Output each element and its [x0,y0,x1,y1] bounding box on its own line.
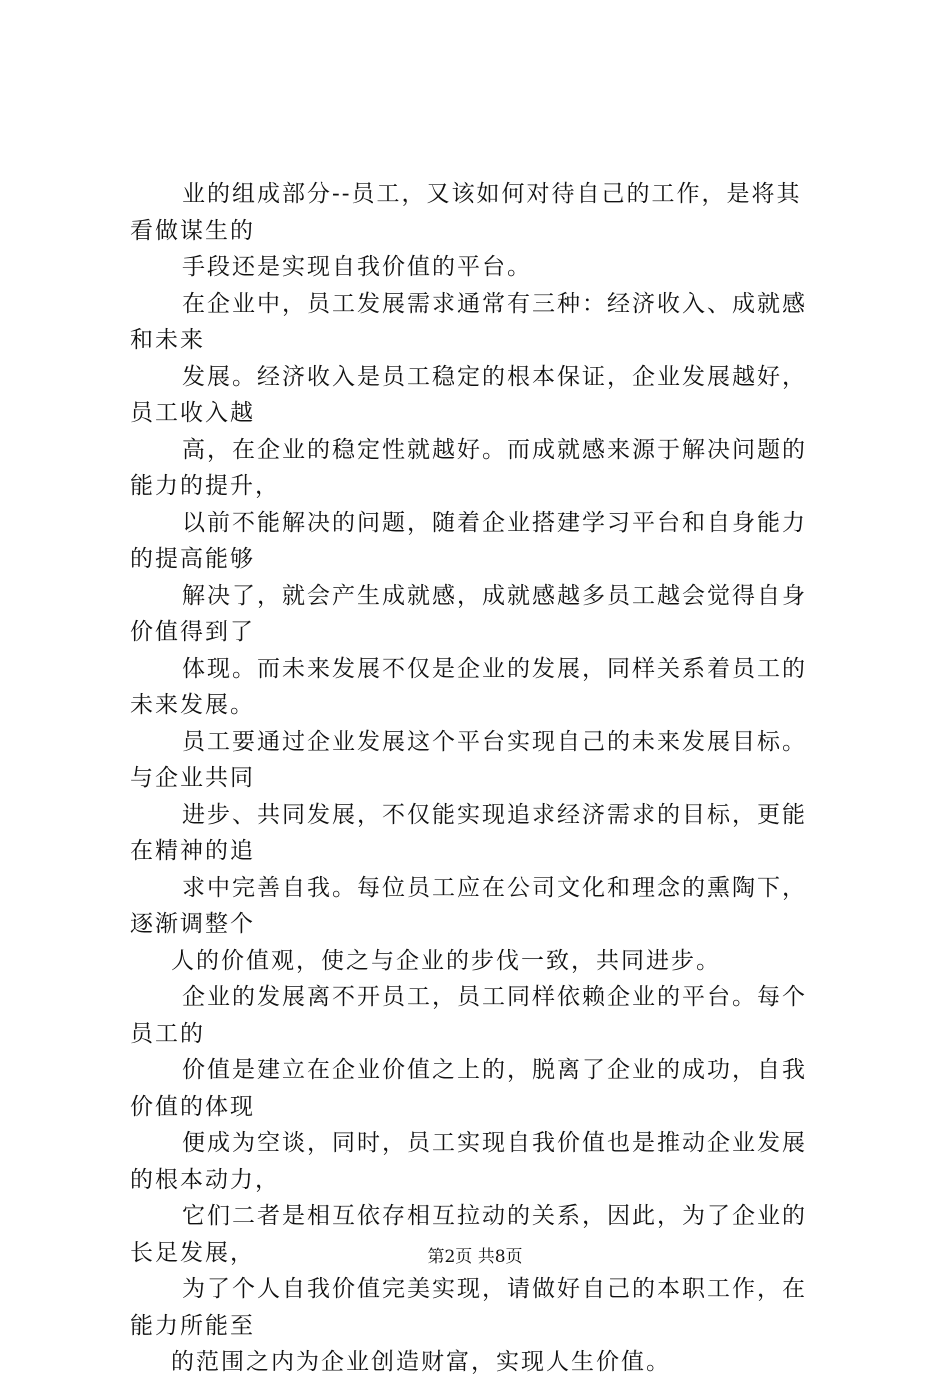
text-line: 在企业中，员工发展需求通常有三种：经济收入、成就感 [182,290,807,317]
text-line: 长足发展， [130,1239,255,1266]
text-line: 进步、共同发展，不仅能实现追求经济需求的目标，更能 [182,801,807,828]
text-line: 便成为空谈，同时，员工实现自我价值也是推动企业发展 [182,1130,807,1156]
text-line: 以前不能解决的问题，随着企业搭建学习平台和自身能力 [182,509,807,536]
text-line: 为了个人自我价值完美实现，请做好自己的本职工作，在 [182,1276,807,1302]
body-text [130,176,850,1381]
text-line: 员工收入越 [130,400,255,426]
text-line: 和未来 [130,327,205,353]
text-line: 的提高能够 [130,546,255,572]
text-line: 能力的提升， [130,473,280,499]
text-line: 企业的发展离不开员工，员工同样依赖企业的平台。每个 [182,984,807,1010]
text-line: 员工的 [130,1020,205,1047]
text-line: 求中完善自我。每位员工应在公司文化和理念的熏陶下， [182,874,807,901]
text-line: 看做谋生的 [130,217,255,244]
text-line: 员工要通过企业发展这个平台实现自己的未来发展目标。 [182,728,807,755]
text-line: 价值的体现 [130,1093,255,1120]
text-line: 逐渐调整个 [130,911,255,937]
text-line: 未来发展。 [130,692,255,718]
text-line: 在精神的追 [130,838,255,864]
text-line: 解决了，就会产生成就感，成就感越多员工越会觉得自身 [182,582,807,609]
text-line: 发展。经济收入是员工稳定的根本保证，企业发展越好， [182,363,807,390]
text-line: 能力所能至 [130,1312,255,1339]
text-line: 它们二者是相互依存相互拉动的关系，因此，为了企业的 [182,1203,807,1229]
text-line: 高，在企业的稳定性就越好。而成就感来源于解决问题的 [182,436,807,463]
text-line: 手段还是实现自我价值的平台。 [182,254,532,280]
text-line: 价值得到了 [130,619,255,645]
text-line: 人的价值观，使之与企业的步伐一致，共同进步。 [171,947,721,974]
text-line: 与企业共同 [130,765,255,791]
text-line: 业的组成部分--员工，又该如何对待自己的工作，是将其 [182,181,802,207]
text-line: 体现。而未来发展不仅是企业的发展，同样关系着员工的 [182,655,807,682]
page-number-footer: 第2页 共8页 [427,1247,523,1267]
text-line: 的根本动力， [130,1166,280,1193]
text-line: 价值是建立在企业价值之上的，脱离了企业的成功，自我 [182,1057,807,1083]
text-line: 的范围之内为企业创造财富，实现人生价值。 [171,1349,671,1375]
